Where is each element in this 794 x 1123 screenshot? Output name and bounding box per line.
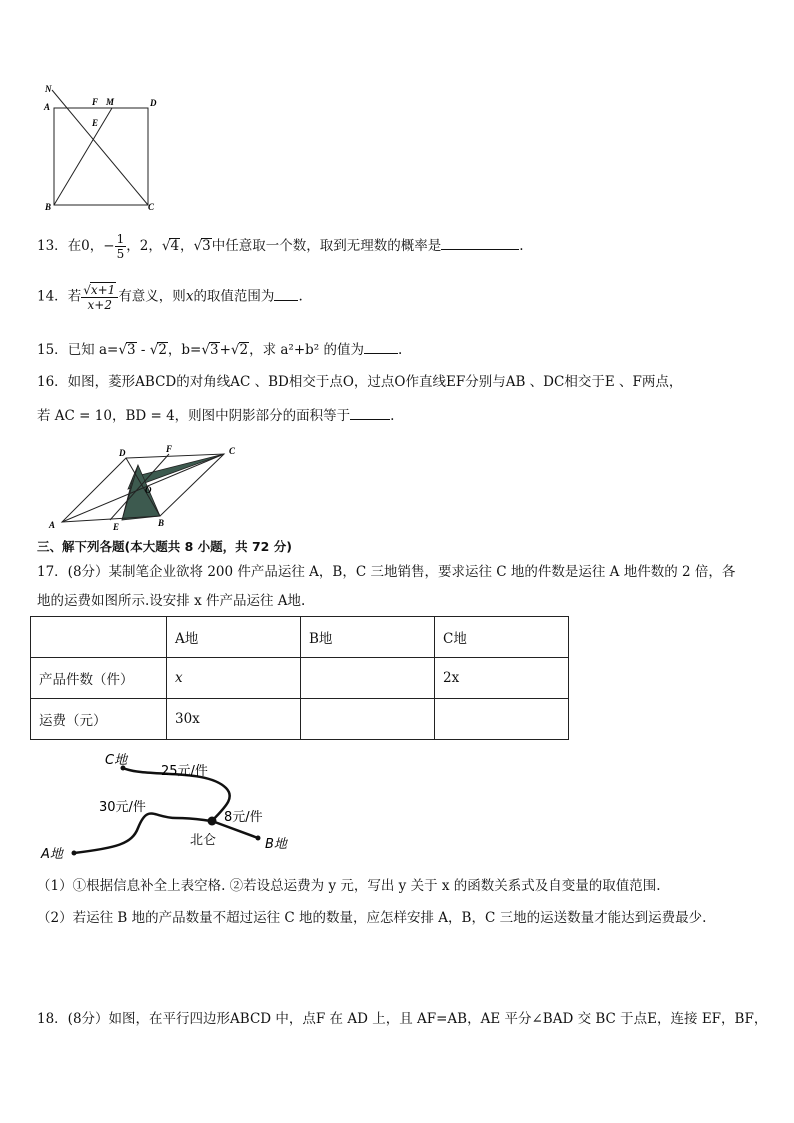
fraction	[115, 232, 127, 261]
q13-text: ，2，	[126, 238, 162, 254]
fraction	[81, 282, 118, 312]
question-17-line1: 17．(8分）某制笔企业欲将 200 件产品运往 A，B，C 三地销售，要求运往 C 地的件数是运往 A 地件数的 2 倍，各	[37, 564, 736, 580]
label-E: E	[92, 118, 99, 128]
q15-text: -	[136, 342, 150, 358]
label-D: D	[119, 448, 126, 458]
q13-text: 在0，	[67, 238, 104, 254]
table-cell	[301, 658, 435, 699]
q15-end: .	[398, 342, 403, 358]
variable-x: x	[185, 288, 194, 305]
radicand: 3	[202, 238, 211, 254]
map-cost-a: 30元/件	[99, 800, 146, 815]
q13-end: .	[519, 238, 524, 254]
question-17-sub2: （2）若运往 B 地的产品数量不超过运往 C 地的数量，应怎样安排 A，B，C 三地的运送数量才能达到运费最少.	[37, 910, 707, 926]
map-label-b: B地	[265, 837, 287, 852]
question-17-line2: 地的运费如图所示.设安排 x 件产品运往 A地.	[37, 593, 306, 609]
q14-number: 14．	[37, 288, 68, 305]
radicand: 2	[158, 342, 167, 358]
map-hub-label: 北仑	[190, 833, 217, 848]
table-cell: 30x	[167, 699, 301, 740]
radicand: 3	[126, 342, 136, 358]
label-O: O	[145, 485, 152, 495]
radicand: x+1	[90, 283, 116, 297]
rhombus-figure	[44, 440, 244, 534]
table-row	[31, 699, 569, 740]
map-cost-c: 25元/件	[161, 764, 208, 779]
table-row	[31, 658, 569, 699]
q16-end: .	[390, 408, 395, 424]
square-figure	[40, 82, 170, 214]
q15-text: ，b=	[167, 342, 202, 358]
frac-den: 5	[116, 247, 125, 261]
frac-num: 1	[116, 232, 125, 246]
q15-text: +	[219, 342, 231, 358]
q15-text: 已知 a=	[67, 342, 119, 358]
label-F: F	[92, 97, 99, 107]
radicand: 3	[209, 342, 219, 358]
q14-text: 有意义，则	[118, 288, 186, 305]
question-18-line1: 18．(8分）如图，在平行四边形ABCD 中，点F 在 AD 上，且 AF=AB，AE 平分∠BAD 交 BC 于点E，连接 EF，BF，	[37, 1011, 768, 1027]
question-13: 13．在0，− $\frac{1}{5}$ ，2，√4，√3中任意取一个数，取到无理数的概率是 .	[37, 232, 524, 261]
table-cell: x	[167, 658, 301, 699]
q13-text: ，	[180, 238, 194, 254]
question-16-line2	[37, 405, 394, 425]
answer-blank	[274, 286, 298, 301]
q13-text: 中任意取一个数，取到无理数的概率是	[211, 238, 442, 254]
label-A: A	[49, 520, 56, 530]
route-map	[36, 748, 316, 868]
label-E: E	[113, 522, 120, 532]
label-B: B	[45, 202, 52, 212]
q14-text: 的取值范围为	[193, 288, 275, 305]
freight-table	[30, 616, 569, 740]
radicand: 2	[239, 342, 249, 358]
label-M: M	[106, 97, 115, 107]
q15-number: 15．	[37, 342, 68, 358]
map-label-c: C地	[105, 753, 128, 768]
q13-number: 13．	[37, 238, 68, 254]
label-C: C	[148, 202, 155, 212]
table-cell	[301, 699, 435, 740]
question-17-sub1: （1）①根据信息补全上表空格. ②若设总运费为 y 元，写出 y 关于 x 的函数关系式及自变量的取值范围.	[37, 878, 661, 894]
label-C: C	[229, 446, 236, 456]
answer-blank	[364, 339, 398, 354]
label-A: A	[44, 102, 51, 112]
table-cell: 运费（元）	[31, 699, 167, 740]
map-label-a: A地	[41, 847, 63, 862]
map-cost-b: 8元/件	[224, 810, 263, 825]
label-B: B	[158, 518, 165, 528]
q14-end: .	[298, 288, 303, 305]
q16-text: 若 AC = 10，BD = 4，则图中阴影部分的面积等于	[37, 408, 351, 424]
q15-text: ，求 a²+b² 的值为	[249, 342, 365, 358]
frac-num: √x+1	[81, 282, 118, 298]
table-row	[31, 617, 569, 658]
question-15: 15．已知 a=√3 - √2，b=√3+√2，求 a²+b² 的值为 .	[37, 339, 402, 359]
table-cell: 产品件数（件）	[31, 658, 167, 699]
label-N: N	[45, 84, 52, 94]
question-14	[37, 282, 303, 312]
q14-text: 若	[67, 288, 82, 305]
table-cell	[435, 699, 569, 740]
frac-den: x+2	[87, 298, 112, 312]
table-cell: 2x	[435, 658, 569, 699]
radicand: 4	[170, 238, 180, 254]
label-D: D	[150, 98, 157, 108]
table-header-a: A地	[167, 617, 301, 658]
section-heading: 三、解下列各题(本大题共 8 小题，共 72 分)	[37, 539, 292, 554]
table-cell	[31, 617, 167, 658]
label-F: F	[166, 444, 173, 454]
table-header-c: C地	[435, 617, 569, 658]
answer-blank	[350, 405, 390, 420]
question-16-line1: 16．如图，菱形ABCD的对角线AC 、BD相交于点O，过点O作直线EF分别与AB 、DC相交于E 、F两点，	[37, 374, 683, 390]
table-header-b: B地	[301, 617, 435, 658]
answer-blank	[441, 235, 519, 250]
